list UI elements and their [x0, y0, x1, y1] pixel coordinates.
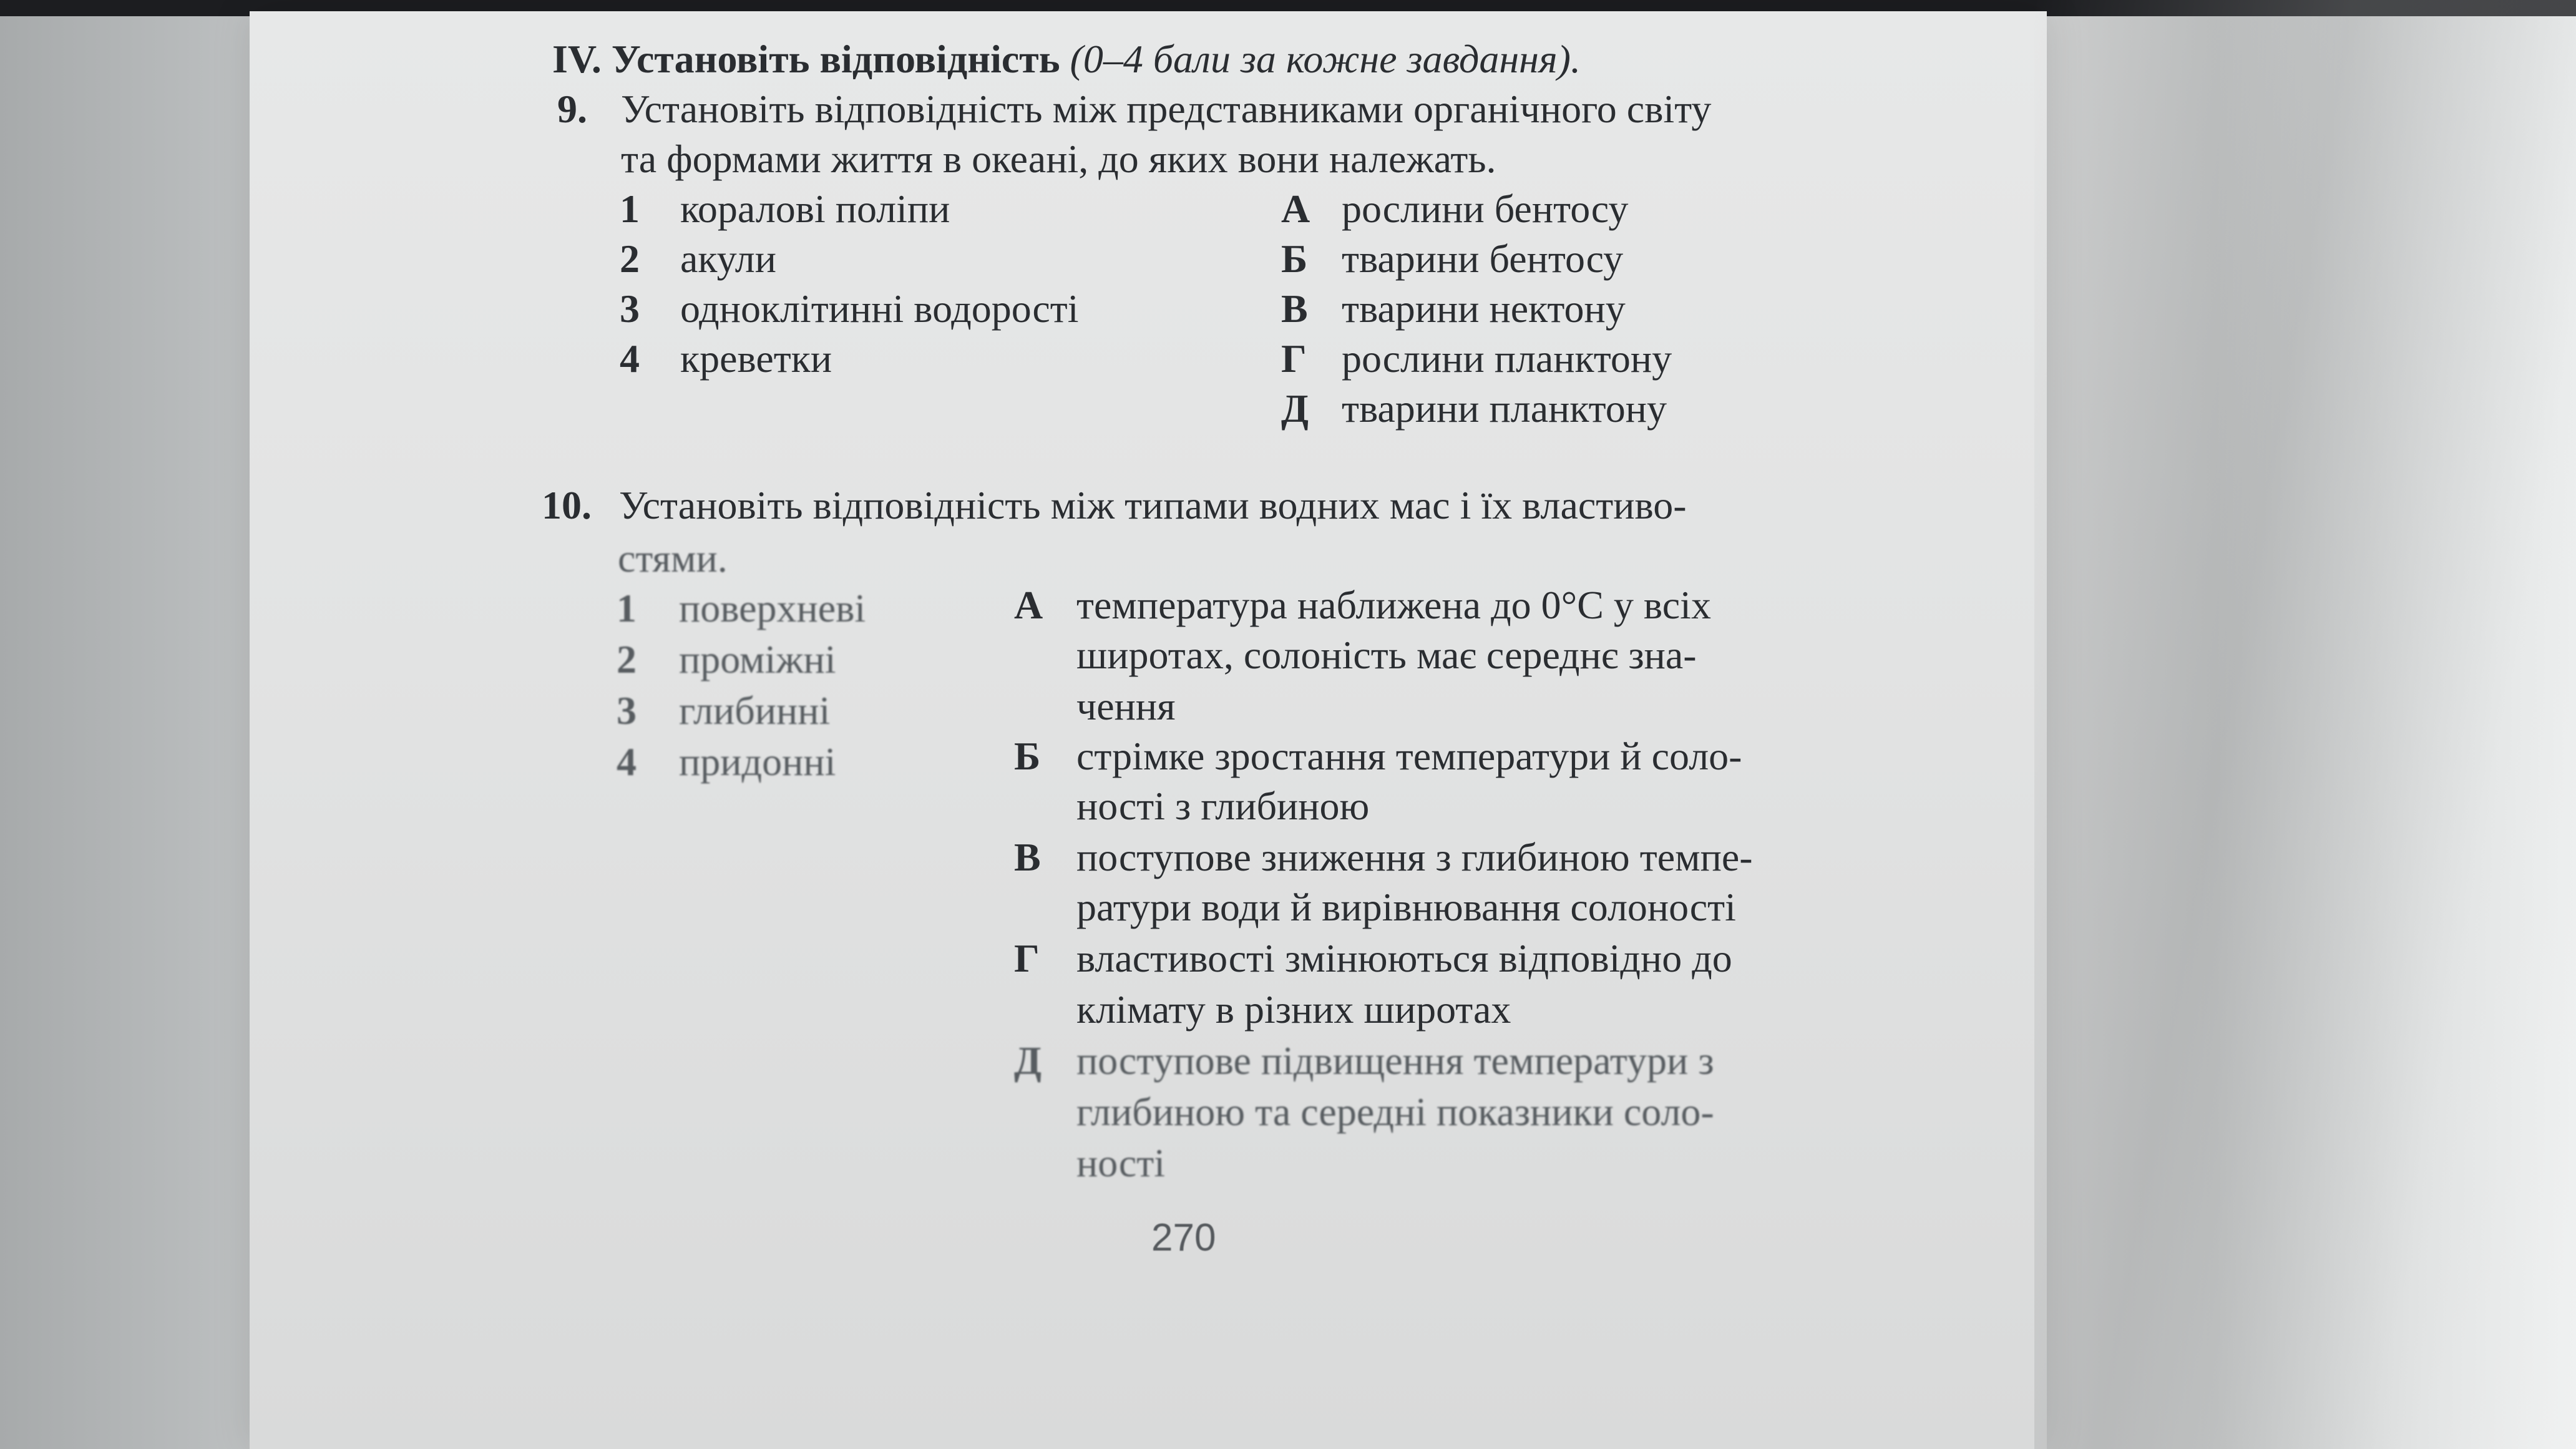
- task-9-right-item-a: рослини бентосу: [1342, 187, 1629, 231]
- task-9-number: 9.: [557, 87, 587, 131]
- task-10-question-line2: стями.: [618, 536, 728, 580]
- task-10-right-letter-b: Б: [1014, 734, 1041, 778]
- task-9-question-line2: та формами життя в океані, до яких вони належать.: [621, 137, 1496, 181]
- task-9-left-item-4: креветки: [680, 336, 832, 381]
- task-10-right-letter-a: А: [1014, 583, 1043, 627]
- task-9-left-item-3: одноклітинні водорості: [680, 286, 1079, 331]
- task-10-right-letter-d: Д: [1014, 1038, 1042, 1083]
- section-points-note: (0–4 бали за кожне завдання).: [1070, 37, 1581, 81]
- task-10-left-item-1: поверхневі: [679, 586, 866, 630]
- task-10-right-letter-v: В: [1014, 835, 1041, 879]
- task-9-left-num-1: 1: [620, 187, 640, 231]
- task-9-right-letter-v: В: [1281, 286, 1308, 331]
- task-10-left-num-2: 2: [617, 637, 637, 681]
- task-10-right-g-line1: властивості змінюються відповідно до: [1076, 936, 1732, 980]
- task-10-right-b-line1: стрімке зростання температури й соло-: [1076, 734, 1742, 778]
- page-number: 270: [1151, 1216, 1216, 1259]
- task-10-right-b-line2: ності з глибиною: [1076, 784, 1370, 828]
- task-10-right-v-line2: ратури води й вирівнювання солоності: [1076, 885, 1736, 929]
- task-10-left-item-3: глибинні: [679, 688, 831, 733]
- task-9-question-line1: Установіть відповідність між представниками органічного світу: [621, 87, 1712, 131]
- task-10-left-num-1: 1: [617, 586, 637, 630]
- task-10-question-line1: Установіть відповідність між типами водних мас і їх властиво-: [619, 483, 1687, 527]
- task-10-right-a-line2: широтах, солоність має середнє зна-: [1076, 633, 1697, 677]
- task-10-right-d-line2: глибиною та середні показники соло-: [1076, 1090, 1714, 1134]
- task-10-right-d-line1: поступове підвищення температури з: [1076, 1038, 1714, 1083]
- task-9-left-num-4: 4: [620, 336, 640, 381]
- task-9-right-letter-b: Б: [1281, 237, 1308, 281]
- section-title: IV. Установіть відповідність: [552, 37, 1060, 81]
- task-9-right-letter-d: Д: [1281, 386, 1309, 431]
- task-9-left-item-2: акули: [680, 237, 776, 281]
- task-9-right-item-g: рослини планктону: [1342, 336, 1672, 381]
- task-10-right-letter-g: Г: [1014, 936, 1040, 980]
- task-10-right-a-line3: чення: [1076, 684, 1176, 728]
- task-10-right-d-line3: ності: [1076, 1141, 1165, 1185]
- task-9-left-num-3: 3: [620, 286, 640, 331]
- task-10-left-item-4: придонні: [679, 739, 836, 784]
- task-10-right-g-line2: клімату в різних широтах: [1076, 987, 1511, 1032]
- task-9-right-item-v: тварини нектону: [1342, 286, 1626, 331]
- shadow-overlay: [2034, 0, 2576, 1449]
- task-9-left-num-2: 2: [620, 237, 640, 281]
- task-9-right-letter-a: А: [1281, 187, 1310, 231]
- task-9-right-item-b: тварини бентосу: [1342, 237, 1624, 281]
- task-10-number: 10.: [542, 483, 592, 527]
- task-9-right-item-d: тварини планктону: [1342, 386, 1667, 431]
- task-10-left-num-3: 3: [617, 688, 637, 733]
- task-10-left-num-4: 4: [617, 739, 637, 784]
- task-9-right-letter-g: Г: [1281, 336, 1307, 381]
- task-10-right-v-line1: поступове зниження з глибиною темпе-: [1076, 835, 1753, 879]
- task-9-left-item-1: коралові поліпи: [680, 187, 950, 231]
- task-10-left-item-2: проміжні: [679, 637, 836, 681]
- section-heading: [552, 34, 1581, 84]
- task-10-right-a-line1: температура наближена до 0°С у всіх: [1076, 583, 1711, 627]
